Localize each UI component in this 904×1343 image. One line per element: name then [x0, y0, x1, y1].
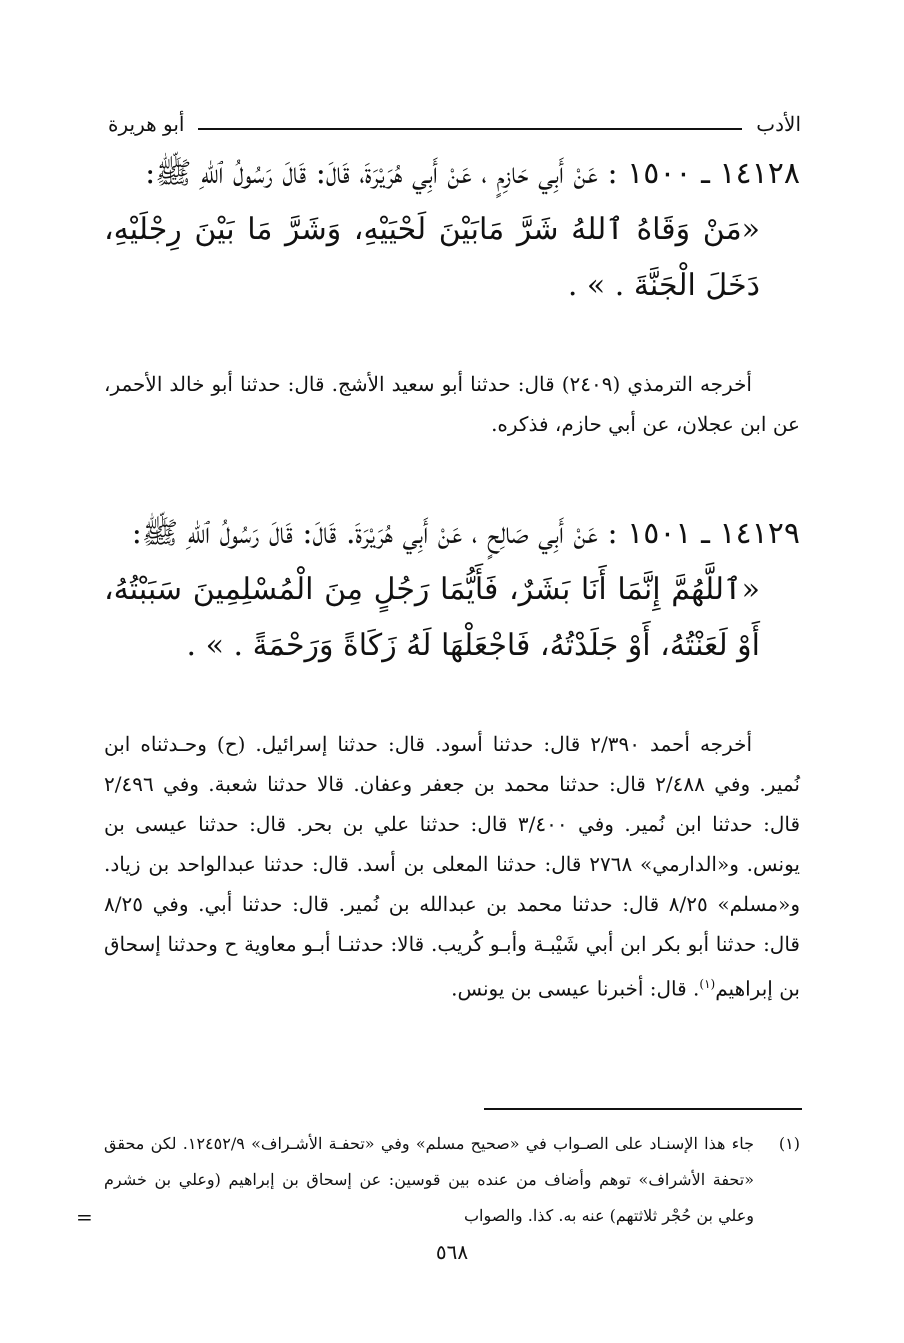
hadith-2 — [104, 506, 800, 674]
footnote-ref[interactable]: (١) — [699, 977, 716, 991]
hadith-1-isnad: ١٤١٢٨ ـ ١٥٠٠ : عَنْ أَبِي حَازِمٍ ، عَنْ أَبِي هُرَيْرَةَ، قَالَ: قَالَ رَسُولُ ٱللهِ ﷺ: — [145, 156, 800, 191]
narrator-name: أبو هريرة — [108, 112, 185, 136]
footnote-separator — [484, 1108, 802, 1110]
footnote-1 — [104, 1126, 800, 1234]
takhrij-end: . قال: أخبرنا عيسى بن يونس. — [451, 976, 700, 1001]
footnote-number: (١) — [778, 1134, 800, 1153]
hadith-2-isnad: ١٤١٢٩ ـ ١٥٠١ : عَنْ أَبِي صَالِحٍ ، عَنْ أَبِي هُرَيْرَةَ. قَالَ: قَالَ رَسُولُ ٱللهِ ﷺ: — [131, 516, 800, 551]
hadith-1 — [104, 146, 800, 314]
footnotes — [104, 1126, 800, 1234]
takhrij-main: أخرجه أحمد ٢/٣٩٠ قال: حدثنا أسود. قال: حدثنا إسرائيل. (ح) وحـدثناه ابن نُمير. وفي ٢/٤٨٨ قال: حدثنا محمد بن جعفر وعفان. قالا حدثنا شعبة. وفي ٢/٤٩٦ قال: حدثنا ابن نُمير. وفي ٣/٤٠٠ قال: حدثنا علي بن بحر. قال: حدثنا عيسى بن يونس. و«الدارمي» ٢٧٦٨ قال: حدثنا المعلى بن أسد. قال: حدثنا عبدالواحد بن زياد. و«مسلم» ٨/٢٥ قال: حدثنا محمد بن عبدالله بن نُمير. قال: حدثنا أبي. وفي ٨/٢٥ قال: حدثنا أبو بكر ابن أبي شَيْبـة وأبـو كُريب. قالا: حدثنـا أبـو معاوية ح وحدثنا إسحاق بن إبراهيم — [104, 732, 801, 1001]
header-rule — [198, 128, 742, 130]
continued-mark: = — [76, 1205, 93, 1229]
hadith-1-matn: «مَنْ وَقَاهُ ٱللهُ شَرَّ مَابَيْنَ لَحْيَيْهِ، وَشَرَّ مَا بَيْنَ رِجْلَيْهِ، دَخَلَ الْجَنَّةَ . » . — [104, 212, 760, 303]
hadith-2-takhrij — [104, 724, 800, 1009]
footnote-text: جاء هذا الإسنـاد على الصـواب في «صحيح مسلم» وفي «تحفـة الأشـراف» ١٢٤٥٢/٩. لكن محقق «تحفة الأشراف» توهم وأضاف من عنده بين قوسين: عن إسحاق بن إبراهيم (وعلي بن خشرم وعلي بن حُجْر ثلاثتهم) عنه به. كذا. والصواب — [104, 1134, 755, 1225]
hadith-2-matn: «ٱللَّهُمَّ إِنَّمَا أَنَا بَشَرٌ، فَأَيُّمَا رَجُلٍ مِنَ الْمُسْلِمِينَ سَبَبْتُهُ، أَوْ لَعَنْتُهُ، أَوْ جَلَدْتُهُ، فَاجْعَلْهَا لَهُ زَكَاةً وَرَحْمَةً . » . — [104, 572, 760, 663]
page-number: ٥٦٨ — [435, 1240, 469, 1264]
hadith-1-takhrij-text: أخرجه الترمذي (٢٤٠٩) قال: حدثنا أبو سعيد الأشج. قال: حدثنا أبو خالد الأحمر، عن ابن عجلان، عن أبي حازم، فذكره. — [104, 372, 800, 436]
hadith-2-takhrij-text — [104, 724, 800, 1009]
chapter-title: الأدب — [756, 112, 801, 136]
running-header — [108, 100, 801, 134]
hadith-1-takhrij — [104, 364, 800, 444]
